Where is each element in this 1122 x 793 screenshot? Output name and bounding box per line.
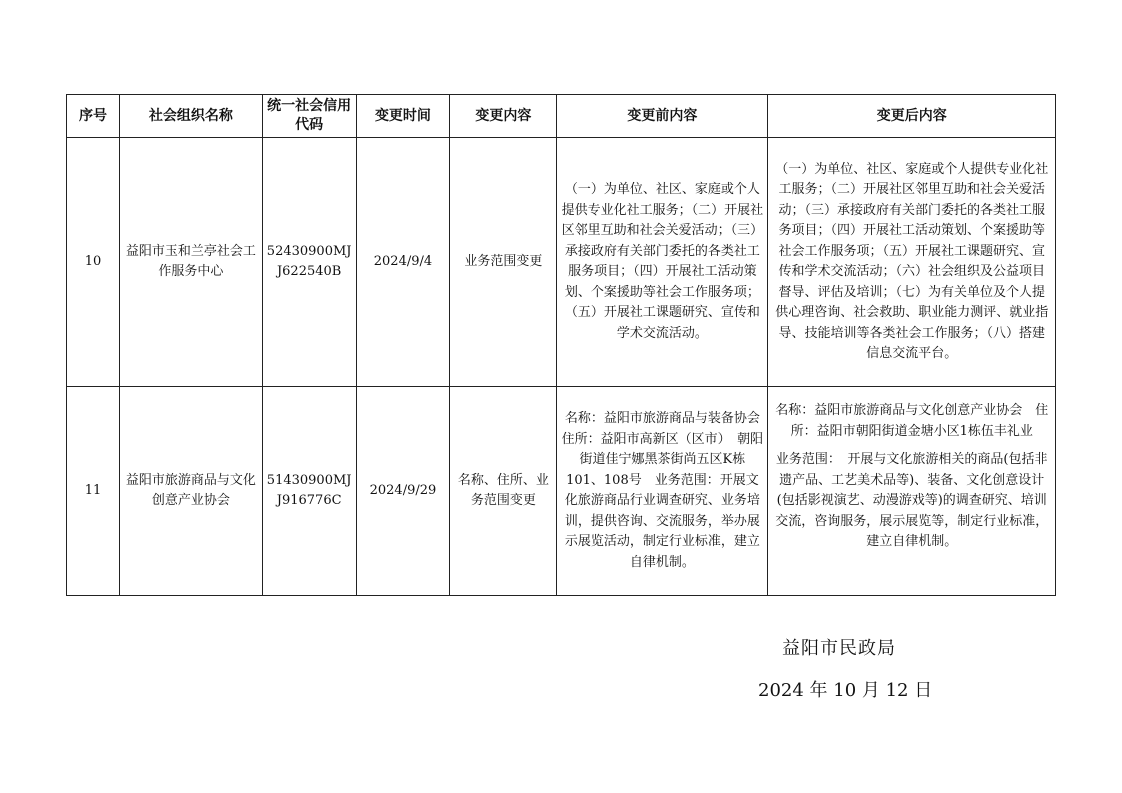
- issue-date: 2024 年 10 月 12 日: [758, 680, 933, 701]
- table-header-row: [67, 95, 1056, 138]
- row-credit-code: 52430900MJJ622540B: [262, 138, 356, 387]
- row-credit-code: 51430900MJJ916776C: [262, 387, 356, 596]
- header-after: 变更后内容: [768, 95, 1056, 138]
- header-before: 变更前内容: [557, 95, 768, 138]
- row-after: [768, 387, 1056, 596]
- table-row: [67, 138, 1056, 387]
- header-credit-code: 统一社会信用代码: [262, 95, 356, 138]
- row-no: 11: [67, 387, 120, 596]
- row-org-name: 益阳市玉和兰亭社会工作服务中心: [120, 138, 263, 387]
- header-change-date: 变更时间: [356, 95, 450, 138]
- table-row: [67, 387, 1056, 596]
- row-before: 名称：益阳市旅游商品与装备协会 住所：益阳市高新区（区市） 朝阳 街道佳宁娜黑茶街尚五区K栋101、108号 业务范围：开展文化旅游商品行业调查研究、业务培训，提供咨询、交流服务，举办展示展览活动，制定行业标准，建立自律机制。: [557, 387, 768, 596]
- header-no: 序号: [67, 95, 120, 138]
- row-no: 10: [67, 138, 120, 387]
- row-change-type: 名称、住所、业务范围变更: [450, 387, 557, 596]
- row-change-date: 2024/9/4: [356, 138, 450, 387]
- row-change-type: 业务范围变更: [450, 138, 557, 387]
- row-after-name: 名称：益阳市旅游商品与文化创意产业协会 住所：益阳市朝阳街道金塘小区1栋伍丰礼业: [775, 403, 1049, 439]
- row-change-date: 2024/9/29: [356, 387, 450, 596]
- issuing-authority: 益阳市民政局: [782, 638, 896, 659]
- change-registry-table: [66, 94, 1056, 596]
- header-org-name: 社会组织名称: [120, 95, 263, 138]
- row-before: （一）为单位、社区、家庭或个人提供专业化社工服务；（二）开展社区邻里互助和社会关爱活动；（三）承接政府有关部门委托的各类社工服务项目；（四）开展社工活动策划、个案援助等社会工作服务项；（五）开展社工课题研究、宣传和学术交流活动。: [557, 138, 768, 387]
- header-change-type: 变更内容: [450, 95, 557, 138]
- row-org-name: 益阳市旅游商品与文化创意产业协会: [120, 387, 263, 596]
- row-after: （一）为单位、社区、家庭或个人提供专业化社工服务；（二）开展社区邻里互助和社会关爱活动；（三）承接政府有关部门委托的各类社工服务项目；（四）开展社工活动策划、个案援助等社会工作服务项；（五）开展社工课题研究、宣传和学术交流活动；（六）社会组织及公益项目督导、评估及培训；（七）为有关单位及个人提供心理咨询、社会救助、职业能力测评、就业指导、技能培训等各类社会工作服务；（八）搭建信息交流平台。: [768, 138, 1056, 387]
- row-after-scope: 业务范围： 开展与文化旅游相关的商品(包括非遗产品、工艺美术品等)、装备、文化创意设计(包括影视演艺、动漫游戏等)的调查研究、培训交流，咨询服务，展示展览等，制定行业标准，建立自律机制。: [775, 452, 1049, 549]
